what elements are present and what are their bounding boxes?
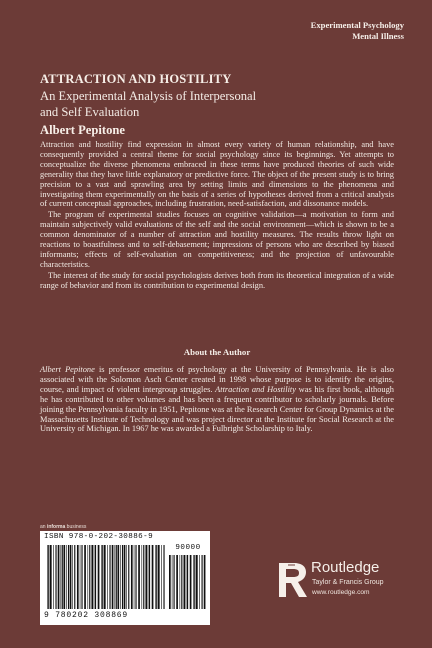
description-paragraph: Attraction and hostility find expression in almost every variety of human relationship, and have consequently provided a central theme for social psychology since its beginnings. Yet attempts to conceptualize the diverse phenomena embraced in these terms have produced theories of such wide generality that they have little explanatory or predictive force. The object of the present study is to bring precision to a vast and sprawling area by setting limits and dimensions to the phenomena and investigating them experimentally on the basis of a series of hypotheses derived from a critical analysis of current conceptual approaches, including frustration, need-satisfaction, and dissonance models.: [40, 140, 394, 209]
subtitle-line-1: An Experimental Analysis of Interpersonal: [40, 89, 257, 103]
note-prefix: an: [40, 524, 47, 530]
barcode-bar: [156, 545, 157, 609]
barcode-bar: [155, 545, 156, 609]
barcode-addon-digits: 90000: [175, 544, 201, 552]
barcode-bar: [112, 545, 114, 609]
routledge-logo: [275, 557, 415, 617]
barcode-bar: [55, 545, 56, 609]
barcode-bar: [62, 545, 63, 609]
about-author-heading: About the Author: [183, 347, 251, 357]
barcode-bar: [117, 545, 119, 609]
barcode-bar: [148, 545, 149, 609]
barcode-bar: [169, 555, 171, 609]
book-title: ATTRACTION AND HOSTILITY: [40, 72, 232, 86]
barcode-bar: [94, 545, 95, 609]
barcode-bar: [107, 545, 108, 609]
barcode-bar: [184, 555, 186, 609]
barcode-bar: [120, 545, 121, 609]
barcode-bar: [50, 545, 52, 609]
category-mental-illness: Mental Illness: [352, 31, 404, 41]
barcode-bar: [124, 545, 126, 609]
barcode-bar: [74, 545, 75, 609]
barcode-bar: [95, 545, 96, 609]
barcode-bar: [53, 545, 54, 609]
barcode-bar: [142, 545, 143, 609]
barcode-bar: [152, 545, 154, 609]
barcode-bar: [61, 545, 62, 609]
barcode-bar: [194, 555, 195, 609]
barcode-bar: [80, 545, 81, 609]
barcode-bar: [116, 545, 117, 609]
barcode-bar: [131, 545, 133, 609]
barcode-bar: [149, 545, 150, 609]
barcode-bar: [126, 545, 127, 609]
barcode-bar: [98, 545, 100, 609]
barcode-bar: [70, 545, 72, 609]
barcode-bar: [81, 545, 82, 609]
barcode-bar: [128, 545, 129, 609]
barcode-bar: [172, 555, 173, 609]
barcode-bar: [187, 555, 188, 609]
barcode-bar: [199, 555, 200, 609]
barcode-bar: [138, 545, 140, 609]
about-book-reference: Attraction and Hostility: [215, 384, 296, 394]
about-author-text: [40, 365, 394, 434]
barcode-bar: [104, 545, 106, 609]
note-brand: informa: [46, 524, 66, 530]
about-text-b: was his first book, although he has contributed to other volumes and has been a frequent contributor to scholarly journals. Before joining the Pennsylvania faculty in 1951, Pepitone was at the Research Center for Group Dynamics at the Massachusetts Institute of Technology and was project director at the Institute for Social Research at the University of Michigan. In 1967 he was awarded a Fulbright Scholarship to Italy.: [40, 384, 394, 434]
about-paragraph: [40, 365, 394, 434]
barcode-bar: [181, 555, 182, 609]
book-subtitle: [40, 88, 400, 120]
barcode-bar: [145, 545, 147, 609]
barcode-bar: [47, 545, 48, 609]
barcode-bar: [88, 545, 89, 609]
barcode-bars: [46, 545, 166, 609]
barcode-bar: [58, 545, 60, 609]
category-labels: [311, 20, 404, 42]
barcode-bar: [84, 545, 86, 609]
barcode-bar: [202, 555, 203, 609]
barcode-bar: [122, 545, 123, 609]
barcode-bar: [186, 555, 187, 609]
barcode-bar: [176, 555, 178, 609]
description-paragraph: The program of experimental studies focuses on cognitive validation—a motivation to form and maintain subjectively valid evaluations of the self and the social environment—which is shown to be a common denominator of a number of attraction and hostility measures. The results throw light on reactions to boastfulness and to self-debasement; impressions of persons who are described by biased informants; effects of self-evaluation on competitiveness; and the projection of unfavourable characteristics.: [40, 210, 394, 269]
barcode-bar: [161, 545, 162, 609]
barcode-bar: [72, 545, 73, 609]
barcode-bar: [196, 555, 198, 609]
publisher-url: www.routledge.com: [312, 589, 370, 596]
barcode-bar: [135, 545, 136, 609]
barcode-bar: [68, 545, 69, 609]
barcode-number: 9 780202 308869: [44, 611, 129, 620]
subtitle-line-2: and Self Evaluation: [40, 105, 140, 119]
barcode-bar: [77, 545, 79, 609]
barcode-bar: [204, 555, 206, 609]
note-suffix: business: [65, 524, 87, 530]
book-author: Albert Pepitone: [40, 123, 125, 137]
barcode-bar: [190, 555, 192, 609]
barcode-bar: [66, 545, 67, 609]
description-paragraph: The interest of the study for social psychologists derives both from its theoretical integration of a wide range of behavior and from its contribution to experimental design.: [40, 270, 394, 290]
routledge-r-icon: [275, 559, 309, 599]
barcode-bar: [48, 545, 49, 609]
barcode-bar: [91, 545, 93, 609]
isbn-barcode: [40, 531, 210, 625]
barcode-addon-bars: [168, 555, 206, 609]
about-text-a: is professor emeritus of psychology at the University of Pennsylvania. He is also associated with the Solomon Asch Center created in 1998 whose purpose is to identify the origins, course, and impact of violent intergroup struggles.: [40, 365, 394, 394]
barcode-bar: [102, 545, 103, 609]
barcode-bar: [193, 555, 194, 609]
barcode-bar: [163, 545, 164, 609]
about-author-name: Albert Pepitone: [40, 365, 95, 374]
barcode-bar: [101, 545, 102, 609]
barcode-bar: [180, 555, 181, 609]
barcode-bar: [115, 545, 116, 609]
informa-business-note: [40, 524, 86, 530]
barcode-bar: [158, 545, 160, 609]
publisher-group: Taylor & Francis Group: [312, 579, 384, 586]
barcode-bar: [63, 545, 65, 609]
isbn-label: ISBN 978-0-202-30886-9: [44, 533, 154, 541]
barcode-bar: [89, 545, 90, 609]
publisher-name: Routledge: [311, 559, 380, 576]
barcode-bar: [109, 545, 110, 609]
category-experimental-psychology: Experimental Psychology: [310, 20, 404, 30]
barcode-bar: [143, 545, 144, 609]
barcode-bar: [174, 555, 175, 609]
barcode-bar: [134, 545, 135, 609]
book-description: [40, 140, 394, 291]
